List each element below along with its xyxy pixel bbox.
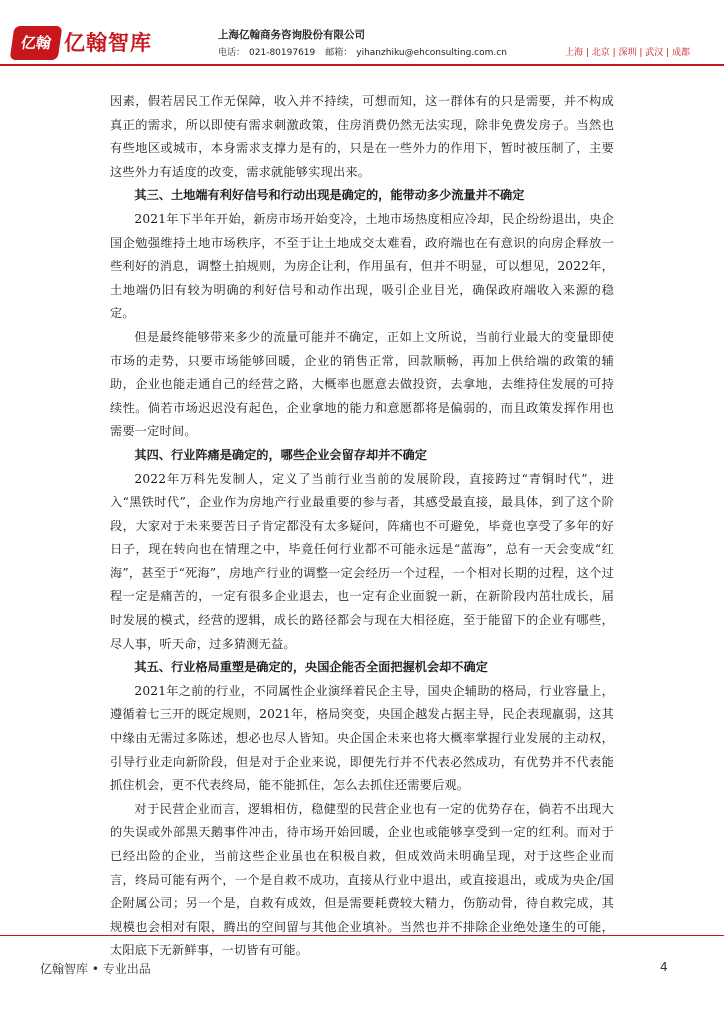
document-body — [110, 90, 614, 963]
section-heading: 其三、土地端有利好信号和行动出现是确定的，能带动多少流量并不确定 — [134, 188, 525, 203]
city-list: 上海 | 北京 | 深圳 | 武汉 | 成都 — [564, 48, 690, 58]
company-logo-icon: 亿翰 — [10, 26, 63, 60]
page-header — [0, 0, 724, 70]
footer-divider — [0, 935, 724, 936]
phone-number: 021-80197619 — [249, 48, 316, 58]
paragraph: 2022年万科先发制人，定义了当前行业当前的发展阶段，直接跨过“青铜时代”，进入“黑铁时代”，企业作为房地产行业最重要的参与者，其感受最直接，最具体，到了这个阶段，大家对于未来要苦日子肯定都没有太多疑问，阵痛也不可避免，毕竟也享受了多年的好日子，现在转向也在情理之中，毕竟任何行业都不可能永远是“蓝海”，总有一天会变成“红海”，甚至于“死海”，房地产行业的调整一定会经历一个过程，一个相对长期的过程，这个过程一定是痛苦的，一定有很多企业退去，也一定有企业面貌一新，在新阶段内茁壮成长，届时发展的模式，经营的逻辑，成长的路径都会与现在大相径庭，至于能留下的企业有哪些，尽人事，听天命，过多猜测无益。 — [110, 471, 614, 651]
paragraph: 2021年下半年开始，新房市场开始变冷，土地市场热度相应冷却，民企纷纷退出，央企国企勉强维持土地市场秩序，不至于让土地成交太难看，政府端也在有意识的向房企释放一些利好的消息，调整土拍规则，为房企让利，作用虽有，但并不明显，可以想见，2022年，土地端仍旧有较为明确的利好信号和动作出现，吸引企业目光，确保政府端收入来源的稳定。 — [110, 211, 614, 321]
brand-name: 亿翰智库 — [64, 31, 152, 55]
paragraph: 对于民营企业而言，逻辑相仿，稳健型的民营企业也有一定的优势存在，倘若不出现大的失误或外部黑天鹅事件冲击，待市场开始回暖，企业也或能够享受到一定的红利。而对于已经出险的企业，当前这些企业虽也在积极自救，但成效尚未明确呈现，对于这些企业而言，终局可能有两个，一个是自救不成功，直接从行业中退出，或直接退出，或成为央企/国企附属公司；另一个是，自救有成效，但是需要耗费较大精力，伤筋动骨，待自救完成，其规模也会相对有限，腾出的空间留与其他企业填补。当然也并不排除企业绝处逢生的可能，太阳底下无新鲜事，一切皆有可能。 — [110, 801, 614, 958]
email-address: yihanzhiku@ehconsulting.com.cn — [356, 48, 507, 58]
page-number: 4 — [660, 960, 668, 974]
footer-brand: 亿翰智库 • 专业出品 — [40, 962, 151, 976]
paragraph: 2021年之前的行业，不同属性企业演绎着民企主导，国央企辅助的格局，行业容量上，遵循着七三开的既定规则，2021年，格局突变，央国企越发占据主导，民企表现羸弱，这其中缘由无需过多陈述，想必也尽人皆知。央企国企未来也将大概率掌握行业发展的主动权，引导行业走向新阶段，但是对于企业来说，即便先行并不代表必然成功，有优势并不代表能抓住机会，更不代表终局，能不能抓住，怎么去抓住还需要后观。 — [110, 683, 614, 793]
section-heading: 其四、行业阵痛是确定的，哪些企业会留存却并不确定 — [134, 447, 427, 462]
paragraph: 因素，假若居民工作无保障，收入并不持续，可想而知，这一群体有的只是需要，并不构成真正的需求，所以即使有需求刺激政策，住房消费仍然无法实现，除非免费发房子。当然也有些地区或城市，本身需求支撑力是有的，只是在一些外力的作用下，暂时被压制了，主要这些外力有适度的改变，需求就能够实现出来。 — [110, 94, 614, 179]
header-divider — [0, 64, 724, 66]
paragraph: 但是最终能够带来多少的流量可能并不确定，正如上文所说，当前行业最大的变量即使市场的走势，只要市场能够回暖，企业的销售正常，回款顺畅，再加上供给端的政策的辅助，企业也能走通自己的经营之路，大概率也愿意去做投资，去拿地，去维持住发展的可持续性。倘若市场迟迟没有起色，企业拿地的能力和意愿都将是偏弱的，而且政策发挥作用也需要一定时间。 — [110, 329, 614, 439]
phone-label: 电话： — [218, 48, 246, 58]
contact-info — [218, 45, 517, 58]
company-name: 上海亿翰商务咨询股份有限公司 — [218, 29, 365, 41]
section-heading: 其五、行业格局重塑是确定的，央国企能否全面把握机会却不确定 — [134, 660, 488, 675]
email-label: 邮箱： — [325, 48, 353, 58]
